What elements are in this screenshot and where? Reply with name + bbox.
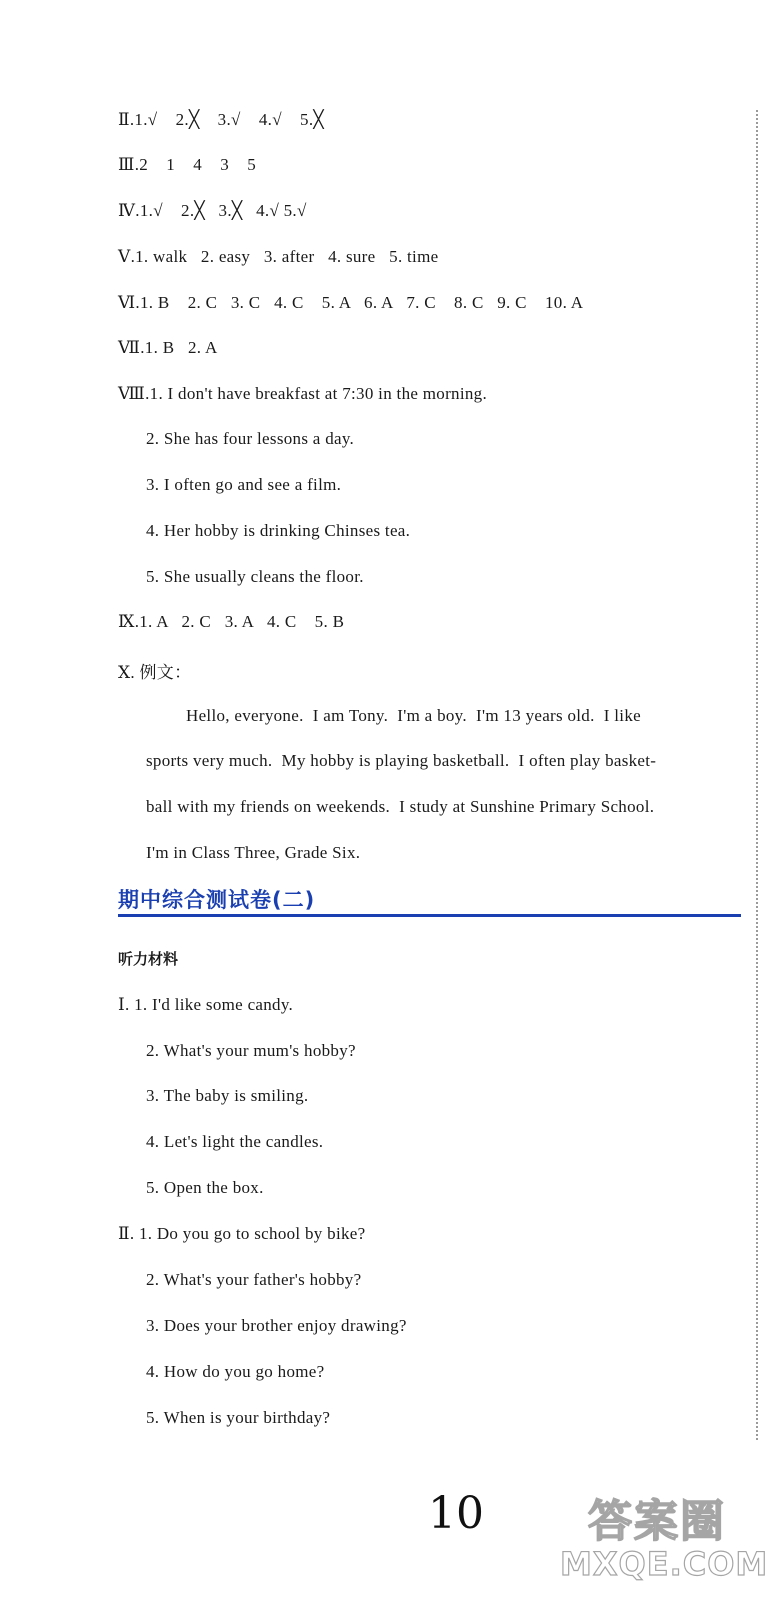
answer-sub-line: 3. I often go and see a film. [146, 475, 342, 494]
watermark-text-bottom: MXQE.COM [560, 1545, 769, 1583]
listening-heading: 听力材料 [118, 950, 179, 968]
listening-row-1: Ⅰ. 1. I'd like some candy. [118, 995, 294, 1014]
answer-sub-line: 2. She has four lessons a day. [146, 429, 355, 448]
answer-row-2: Ⅱ.1.√ 2.╳ 3.√ 4.√ 5.╳ [118, 110, 324, 129]
listening-line: 2. What's your father's hobby? [146, 1270, 362, 1289]
answer-row-7: Ⅶ.1. B 2. A [118, 338, 218, 357]
listening-line: 3. The baby is smiling. [146, 1086, 309, 1105]
answer-row-3: Ⅲ.2 1 4 3 5 [118, 155, 257, 174]
answer-row-10: Ⅹ. 例文： [118, 663, 192, 682]
watermark-logo [560, 1485, 769, 1590]
page-edge-dotted-line [756, 110, 758, 1440]
answer-row-6: Ⅵ.1. B 2. C 3. C 4. C 5. A 6. A 7. C 8. C 9. C 10. A [118, 293, 584, 312]
answer-row-9: Ⅸ.1. A 2. C 3. A 4. C 5. B [118, 612, 345, 631]
listening-line: 5. Open the box. [146, 1178, 264, 1197]
page-number: 10 [428, 1488, 484, 1539]
answer-row-4: Ⅳ.1.√ 2.╳ 3.╳ 4.√ 5.√ [118, 201, 307, 220]
answer-sub-line: 5. She usually cleans the floor. [146, 567, 364, 586]
listening-line: 2. What's your mum's hobby? [146, 1041, 356, 1060]
answer-sub-line: 4. Her hobby is drinking Chinses tea. [146, 521, 411, 540]
listening-row-2: Ⅱ. 1. Do you go to school by bike? [118, 1224, 366, 1243]
answer-row-5: Ⅴ.1. walk 2. easy 3. after 4. sure 5. time [118, 247, 439, 266]
section-divider [118, 914, 741, 917]
answer-row-8: Ⅷ.1. I don't have breakfast at 7:30 in the morning. [118, 384, 488, 403]
essay-line: ball with my friends on weekends. I study at Sunshine Primary School. [146, 797, 655, 816]
essay-line: I'm in Class Three, Grade Six. [146, 843, 361, 862]
essay-line: sports very much. My hobby is playing basketball. I often play basket- [146, 751, 657, 770]
listening-line: 4. How do you go home? [146, 1362, 325, 1381]
listening-line: 5. When is your birthday? [146, 1408, 331, 1427]
watermark-text-top: 答案圈 [588, 1496, 726, 1547]
listening-line: 3. Does your brother enjoy drawing? [146, 1316, 407, 1335]
essay-line: Hello, everyone. I am Tony. I'm a boy. I'm 13 years old. I like [186, 706, 641, 725]
section-title: 期中综合测试卷(二) [118, 888, 316, 912]
listening-line: 4. Let's light the candles. [146, 1132, 324, 1151]
